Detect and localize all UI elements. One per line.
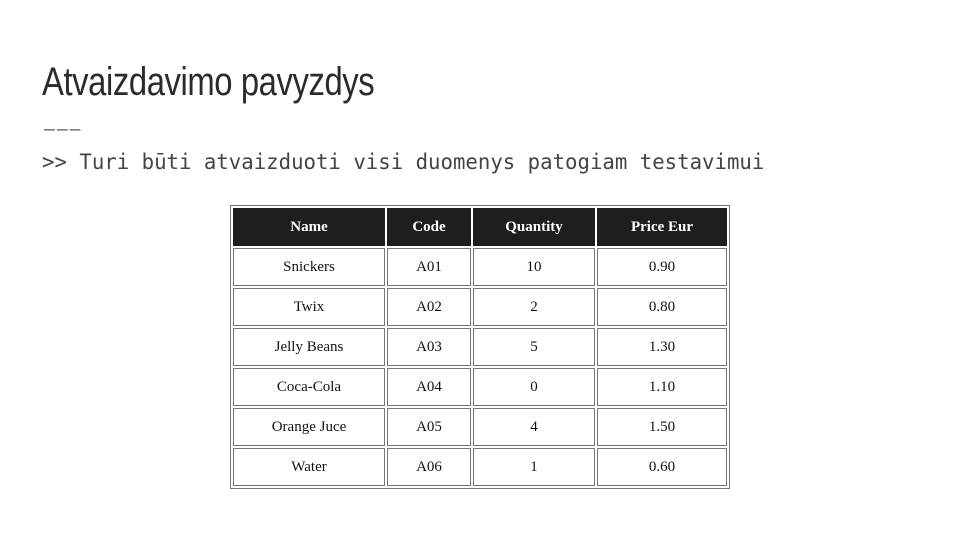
table-header-row bbox=[233, 208, 727, 246]
cell-name: Jelly Beans bbox=[233, 328, 385, 366]
cell-price: 0.80 bbox=[597, 288, 727, 326]
column-header-price: Price Eur bbox=[597, 208, 727, 246]
cell-name: Orange Juce bbox=[233, 408, 385, 446]
cell-price: 0.60 bbox=[597, 448, 727, 486]
cell-code: A06 bbox=[387, 448, 471, 486]
products-table bbox=[230, 205, 730, 489]
cell-name: Coca-Cola bbox=[233, 368, 385, 406]
cell-quantity: 2 bbox=[473, 288, 595, 326]
cell-quantity: 4 bbox=[473, 408, 595, 446]
cell-name: Snickers bbox=[233, 248, 385, 286]
cell-quantity: 10 bbox=[473, 248, 595, 286]
table-row bbox=[233, 448, 727, 486]
cell-code: A01 bbox=[387, 248, 471, 286]
cell-code: A04 bbox=[387, 368, 471, 406]
cell-code: A02 bbox=[387, 288, 471, 326]
column-header-quantity: Quantity bbox=[473, 208, 595, 246]
table-row bbox=[233, 408, 727, 446]
cell-price: 0.90 bbox=[597, 248, 727, 286]
table-row bbox=[233, 248, 727, 286]
products-table-container bbox=[230, 205, 730, 489]
cell-price: 1.50 bbox=[597, 408, 727, 446]
cell-code: A05 bbox=[387, 408, 471, 446]
cell-code: A03 bbox=[387, 328, 471, 366]
table-row bbox=[233, 288, 727, 326]
divider: ——— bbox=[44, 119, 83, 140]
cell-quantity: 0 bbox=[473, 368, 595, 406]
table-row bbox=[233, 328, 727, 366]
table-row bbox=[233, 368, 727, 406]
column-header-name: Name bbox=[233, 208, 385, 246]
column-header-code: Code bbox=[387, 208, 471, 246]
cell-name: Twix bbox=[233, 288, 385, 326]
slide-title: Atvaizdavimo pavyzdys bbox=[42, 60, 375, 104]
slide-subtitle: >> Turi būti atvaizduoti visi duomenys patogiam testavimui bbox=[42, 150, 765, 174]
cell-price: 1.30 bbox=[597, 328, 727, 366]
cell-price: 1.10 bbox=[597, 368, 727, 406]
cell-quantity: 5 bbox=[473, 328, 595, 366]
cell-name: Water bbox=[233, 448, 385, 486]
cell-quantity: 1 bbox=[473, 448, 595, 486]
